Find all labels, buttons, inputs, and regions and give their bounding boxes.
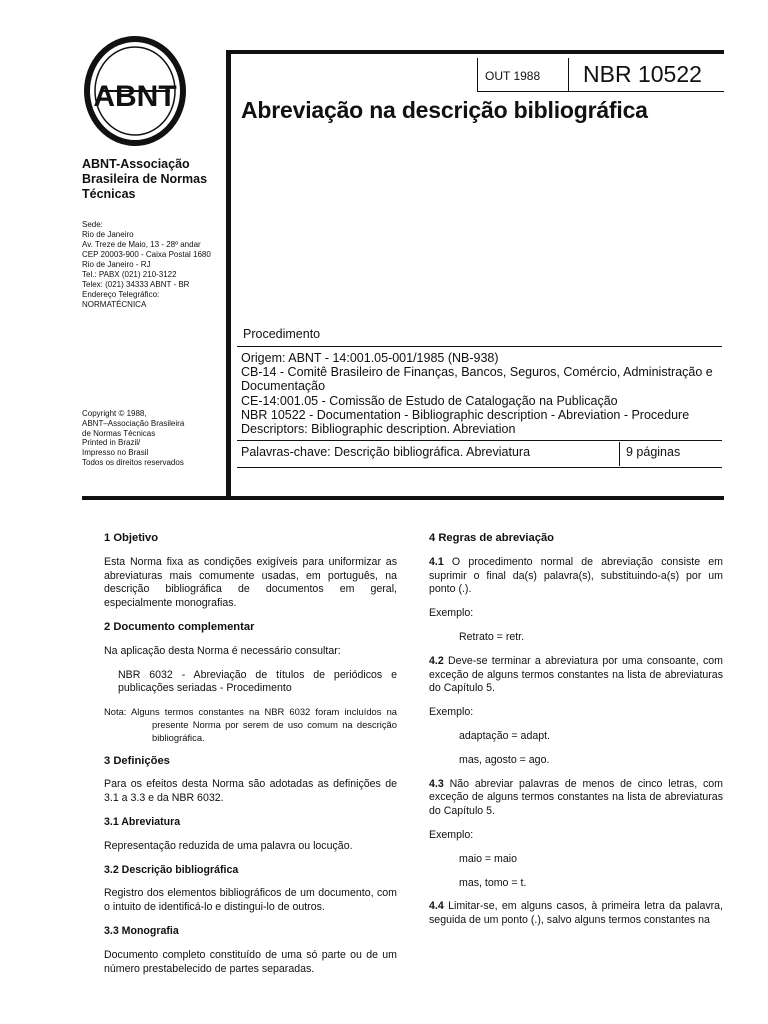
divider [237, 346, 722, 347]
copyright-line: ABNT–Associação Brasileira [82, 418, 185, 428]
divider [568, 58, 569, 91]
paragraph: Na aplicação desta Norma é necessário consultar: [104, 644, 341, 657]
divider [237, 467, 722, 468]
rule-number: 4.4 [429, 900, 444, 913]
copyright-line: Printed in Brazil/ [82, 438, 141, 448]
address-line: Telex: (021) 34333 ABNT - BR [82, 280, 190, 289]
example: mas, agosto = ago. [459, 753, 550, 766]
section-heading: 2 Documento complementar [104, 620, 255, 633]
address-line: Endereço Telegráfico: [82, 290, 160, 299]
organization-name: ABNT-Associação Brasileira de Normas Técnicas [82, 157, 208, 201]
divider [237, 440, 722, 441]
svg-text:ABNT: ABNT [93, 80, 177, 113]
divider [477, 91, 724, 92]
rule-text: Não abreviar palavras de menos de cinco letras, com exceção de alguns termos constantes na lista de abreviaturas do Capítulo 5. [429, 777, 723, 818]
paragraph: Para os efeitos desta Norma são adotadas as definições de 3.1 a 3.3 e da NBR 6032. [104, 778, 397, 805]
address-line: CEP 20003-900 - Caixa Postal 1680 [82, 250, 211, 259]
header-top-rule [226, 50, 724, 54]
copyright-line: Impresso no Brasil [82, 448, 149, 458]
rule-text: O procedimento normal de abreviação consiste em suprimir o final da(s) palavra(s), substituindo-a(s) por um ponto (.). [429, 555, 723, 596]
rule-paragraph [429, 778, 723, 819]
example-label: Exemplo: [429, 706, 474, 719]
origin-block [241, 351, 726, 436]
address-line: Rio de Janeiro - RJ [82, 260, 151, 269]
address-line: Tel.: PABX (021) 210-3122 [82, 270, 177, 279]
subsection-heading: 3.1 Abreviatura [104, 815, 181, 828]
origin-line: CE-14:001.05 - Comissão de Estudo de Catalogação na Publicação [241, 393, 618, 408]
section-heading: 1 Objetivo [104, 532, 159, 544]
copyright-notice [82, 409, 222, 468]
paragraph: Representação reduzida de uma palavra ou locução. [104, 839, 353, 852]
copyright-line: Todos os direitos reservados [82, 457, 184, 467]
divider [477, 58, 478, 91]
divider [619, 442, 620, 466]
origin-line: CB-14 - Comitê Brasileiro de Finanças, Bancos, Seguros, Comércio, Administração e Documentação [241, 365, 713, 394]
example: mas, tomo = t. [459, 876, 527, 889]
example: adaptação = adapt. [459, 729, 551, 742]
rule-number: 4.1 [429, 555, 444, 568]
note: Nota: Alguns termos constantes na NBR 6032 foram incluídos na presente Norma por serem de uso comum na descrição bibliográfica. [104, 706, 397, 743]
right-column [429, 532, 723, 938]
paragraph: Documento completo constituído de uma só parte ou de um número prestabelecido de partes separadas. [104, 948, 397, 975]
address-line: Av. Treze de Maio, 13 - 28º andar [82, 240, 201, 249]
body-top-rule [82, 496, 724, 500]
standard-code: NBR 10522 [583, 61, 702, 87]
subsection-heading: 3.2 Descrição bibliográfica [104, 863, 239, 876]
rule-paragraph [429, 655, 723, 696]
origin-line: NBR 10522 - Documentation - Bibliographic description - Abreviation - Procedure [241, 407, 690, 422]
address-line: NORMATÉCNICA [82, 300, 147, 309]
address-line: Rio de Janeiro [82, 230, 134, 239]
abnt-logo [80, 36, 190, 146]
left-column [104, 532, 397, 986]
rule-number: 4.3 [429, 777, 444, 790]
keywords: Palavras-chave: Descrição bibliográfica. Abreviatura [241, 445, 531, 459]
example-label: Exemplo: [429, 607, 474, 620]
copyright-line: Copyright © 1988, [82, 409, 147, 418]
reference: NBR 6032 - Abreviação de títulos de periódicos e publicações seriadas - Procedimento [118, 668, 397, 695]
rule-text: Limitar-se, em alguns casos, à primeira letra da palavra, seguida de um ponto (.), salvo alguns termos constantes na [429, 900, 723, 927]
publication-date: OUT 1988 [485, 69, 541, 83]
page-title: Abreviação na descrição bibliográfica [241, 97, 648, 123]
origin-line: Origem: ABNT - 14:001.05-001/1985 (NB-938) [241, 351, 499, 365]
example: Retrato = retr. [459, 630, 525, 643]
example-label: Exemplo: [429, 828, 474, 841]
subsection-heading: 3.3 Monografia [104, 924, 179, 937]
section-heading: 3 Definições [104, 754, 170, 767]
section-heading: 4 Regras de abreviação [429, 532, 554, 544]
address-line: Sede: [82, 220, 103, 229]
rule-number: 4.2 [429, 654, 444, 667]
example: maio = maio [459, 852, 517, 865]
rule-text: Deve-se terminar a abreviatura por uma consoante, com exceção de alguns termos constantes na lista de abreviaturas do Capítulo 5. [429, 654, 723, 695]
page-count: 9 páginas [626, 445, 681, 459]
paragraph: Esta Norma fixa as condições exigíveis para uniformizar as abreviaturas mais comumente usadas, em português, na descrição bibliográfica de documentos em geral, especialmente monografias. [104, 555, 397, 610]
organization-address [82, 220, 232, 310]
copyright-line: de Normas Técnicas [82, 428, 156, 438]
document-type: Procedimento [243, 327, 321, 341]
paragraph: Registro dos elementos bibliográficos de um documento, com o intuito de identificá-lo e distingui-lo de outros. [104, 887, 397, 914]
rule-paragraph [429, 900, 723, 928]
rule-paragraph [429, 556, 723, 597]
origin-line: Descriptors: Bibliographic description. Abreviation [241, 422, 516, 437]
